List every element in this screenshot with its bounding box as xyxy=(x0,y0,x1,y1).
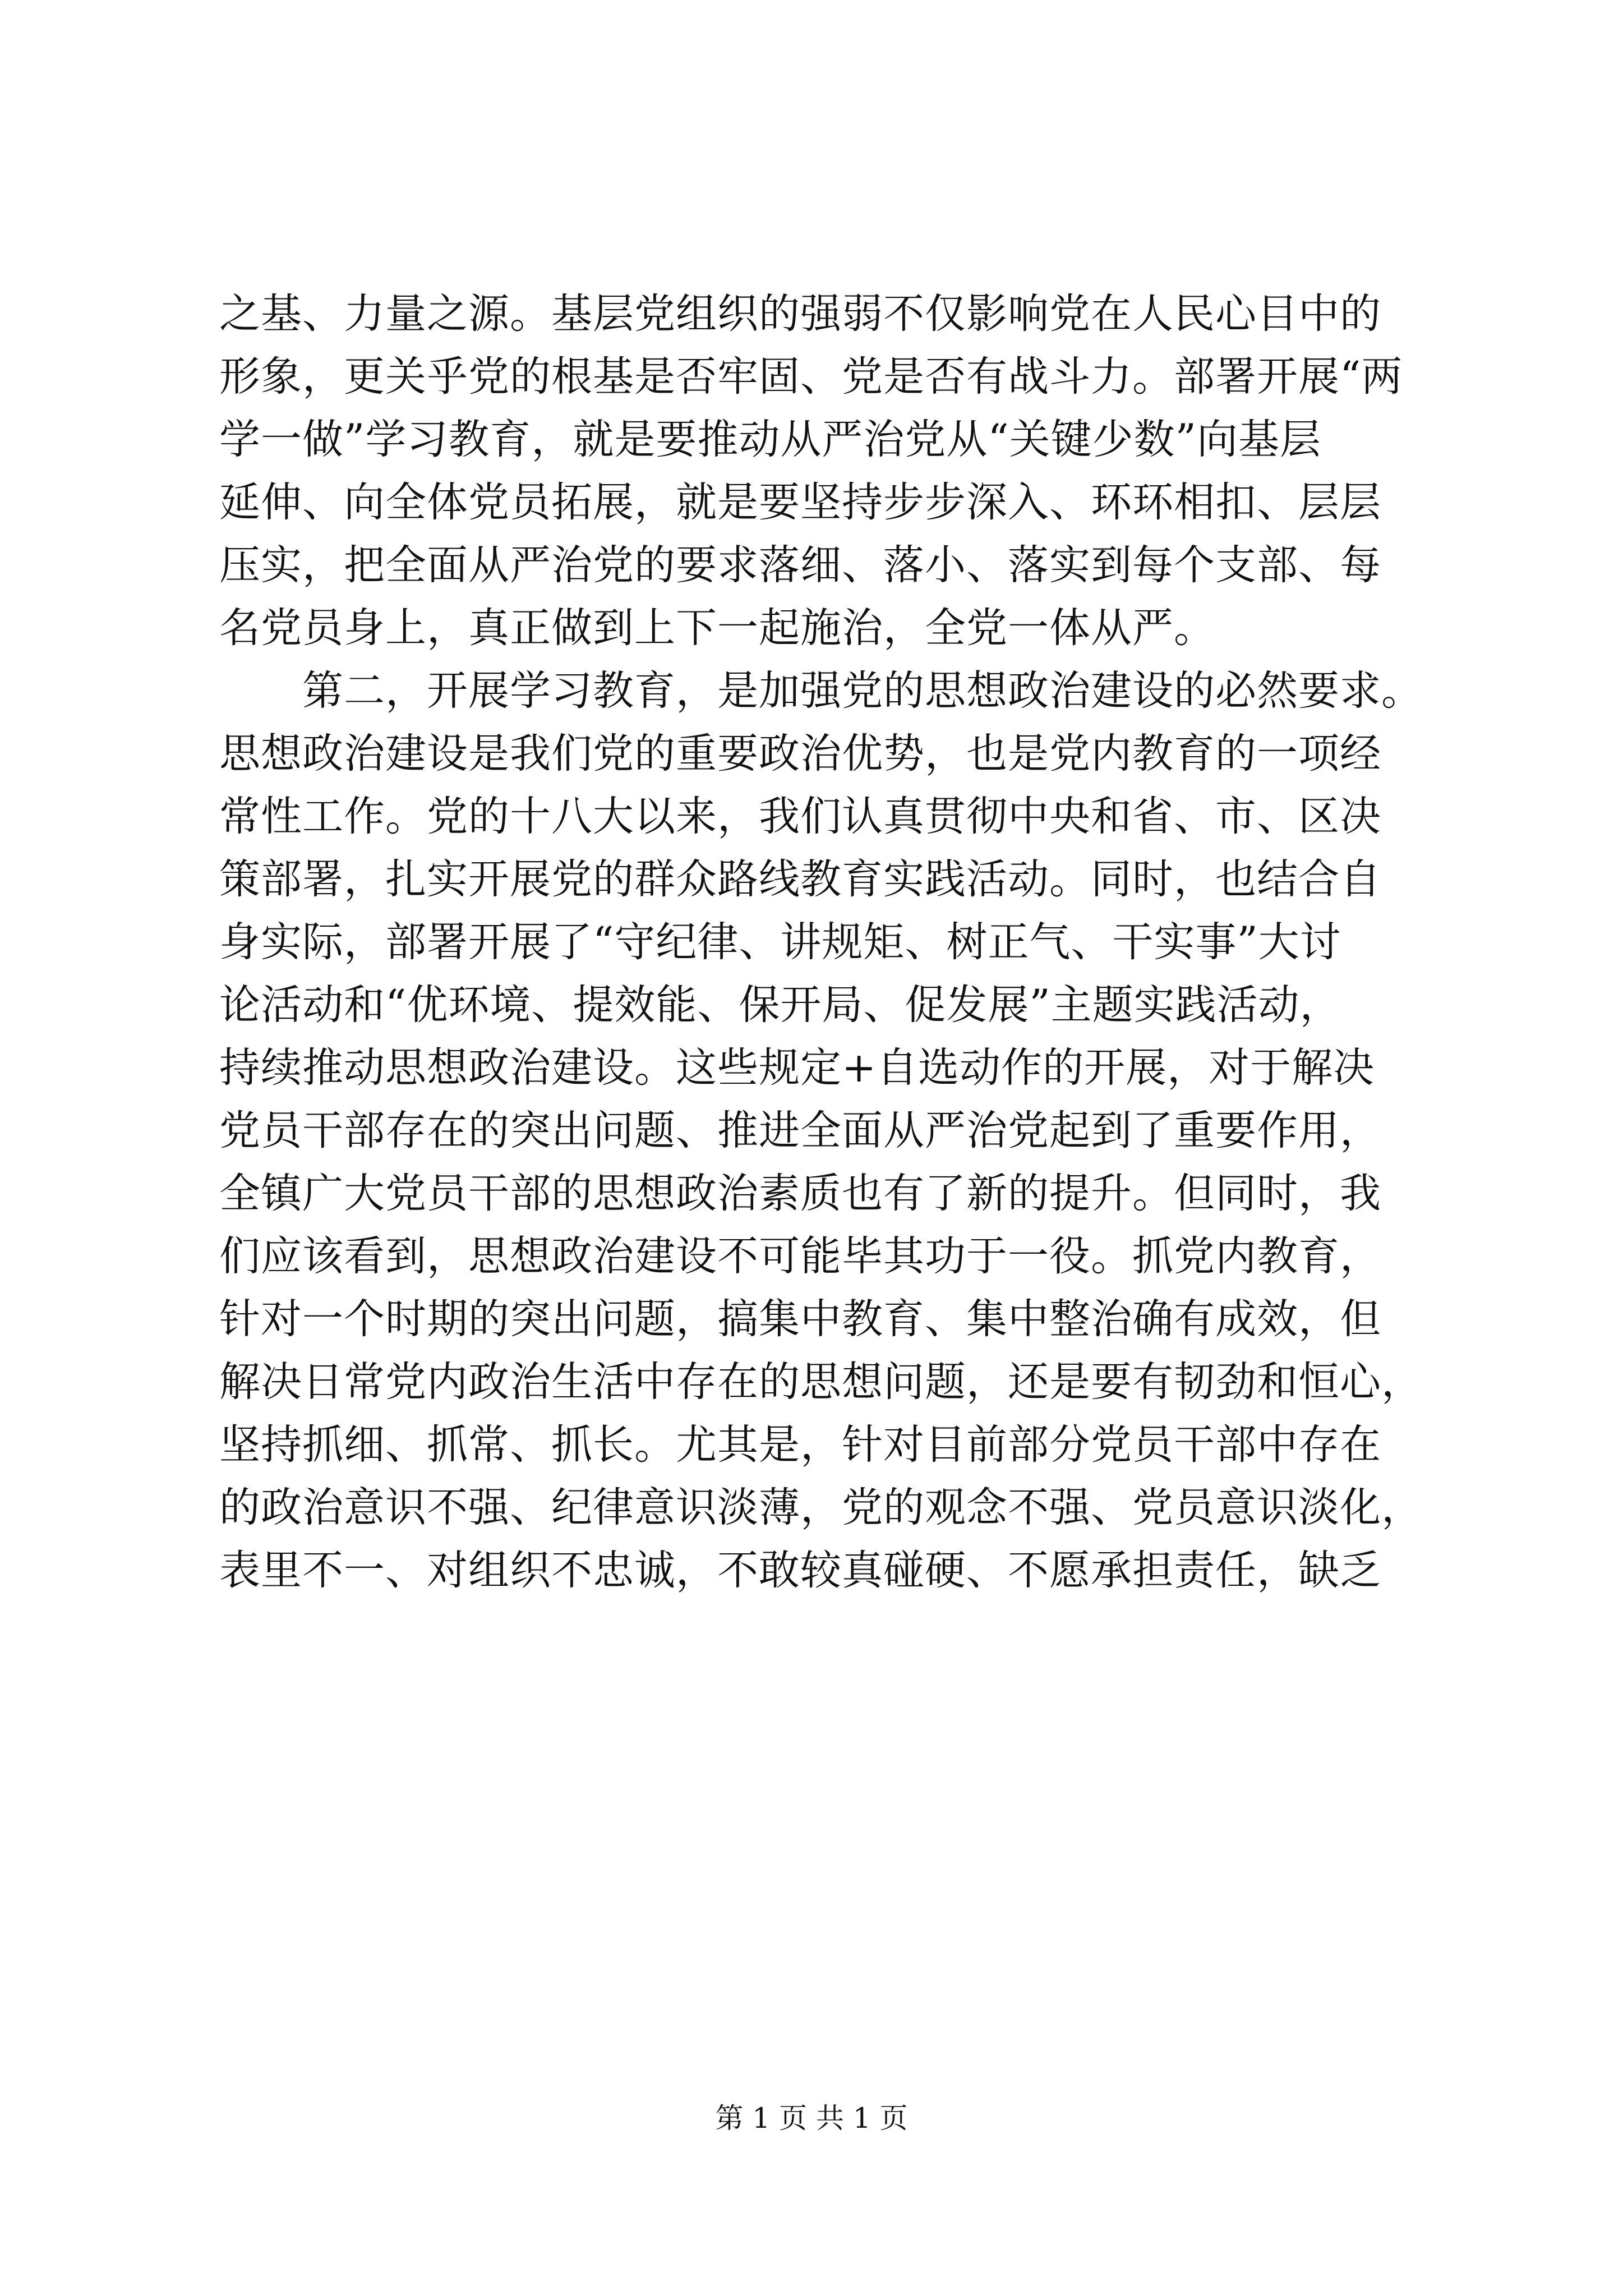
text-line: 压实，把全面从严治党的要求落细、落小、落实到每个支部、每 xyxy=(219,541,1381,589)
text-line: 延伸、向全体党员拓展，就是要坚持步步深入、环环相扣、层层 xyxy=(219,478,1381,526)
text-line: 针对一个时期的突出问题，搞集中教育、集中整治确有成效，但 xyxy=(219,1295,1381,1343)
text-line: 策部署，扎实开展党的群众路线教育实践活动。同时，也结合自 xyxy=(219,855,1381,903)
text-line: 名党员身上，真正做到上下一起施治，全党一体从严。 xyxy=(219,604,1215,652)
text-line: 论活动和“优环境、提效能、保开局、促发展”主题实践活动， xyxy=(219,981,1341,1029)
text-line: 全镇广大党员干部的思想政治素质也有了新的提升。但同时，我 xyxy=(219,1170,1381,1217)
page-number-footer: 第 1 页 共 1 页 xyxy=(715,2102,908,2134)
text-line: 党员干部存在的突出问题、推进全面从严治党起到了重要作用， xyxy=(219,1107,1381,1154)
text-line: 持续推动思想政治建设。这些规定+自选动作的开展，对于解决 xyxy=(219,1044,1375,1092)
text-line: 第二，开展学习教育，是加强党的思想政治建设的必然要求。 xyxy=(219,667,1423,715)
text-line: 解决日常党内政治生活中存在的思想问题，还是要有韧劲和恒心， xyxy=(219,1358,1423,1406)
text-line: 思想政治建设是我们党的重要政治优势，也是党内教育的一项经 xyxy=(219,730,1381,777)
text-line: 之基、力量之源。基层党组织的强弱不仅影响党在人民心目中的 xyxy=(219,290,1381,338)
text-line: 的政治意识不强、纪律意识淡薄，党的观念不强、党员意识淡化， xyxy=(219,1484,1423,1531)
text-line: 学一做”学习教育，就是要推动从严治党从“关键少数”向基层 xyxy=(219,416,1321,463)
text-line: 形象，更关乎党的根基是否牢固、党是否有战斗力。部署开展“两 xyxy=(219,353,1403,401)
text-line: 常性工作。党的十八大以来，我们认真贯彻中央和省、市、区决 xyxy=(219,793,1381,840)
text-line: 们应该看到，思想政治建设不可能毕其功于一役。抓党内教育， xyxy=(219,1232,1381,1280)
text-line: 身实际，部署开展了“守纪律、讲规矩、树正气、干实事”大讨 xyxy=(219,918,1341,966)
text-line: 表里不一、对组织不忠诚，不敢较真碰硬、不愿承担责任，缺乏 xyxy=(219,1547,1381,1594)
text-line: 坚持抓细、抓常、抓长。尤其是，针对目前部分党员干部中存在 xyxy=(219,1421,1381,1469)
